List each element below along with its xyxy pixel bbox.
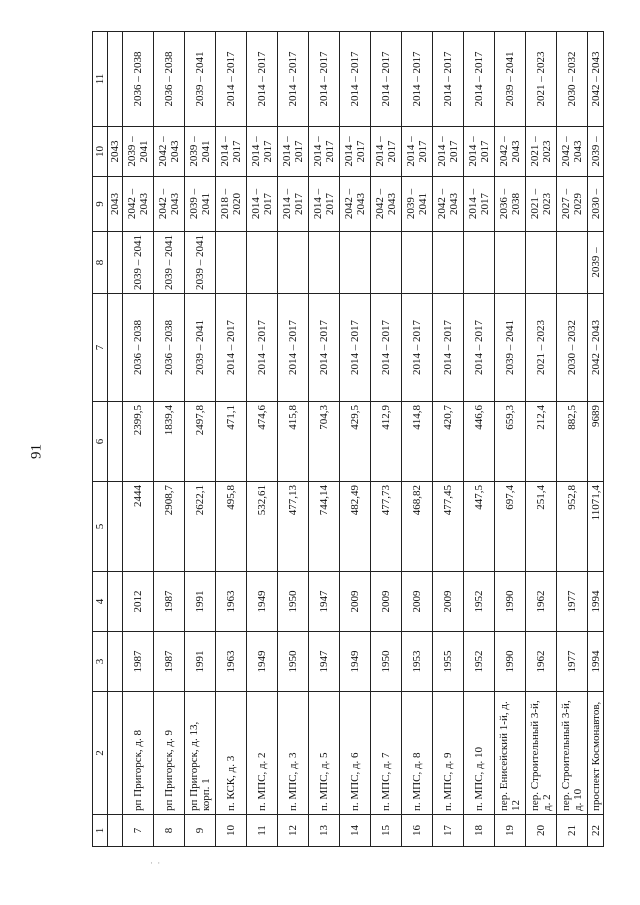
- table-cell: 2908,7: [154, 482, 185, 572]
- row-number-cell: 11: [247, 815, 278, 847]
- column-number-cell: 6: [93, 402, 108, 482]
- table-cell: 1949: [340, 632, 371, 692]
- row-number-cell: 7: [123, 815, 154, 847]
- address-cell: п. МПС, д. 2: [247, 692, 278, 815]
- table-cell: 2014 – 2017: [464, 127, 495, 177]
- table-cell: 659,3: [495, 402, 526, 482]
- table-cell: 2014 – 2017: [340, 294, 371, 402]
- continued-cell: [108, 294, 123, 402]
- table-cell: 2014 – 2017: [309, 32, 340, 127]
- table-cell: 2027 – 2029: [557, 177, 588, 232]
- address-cell: п. КСК, д. 3: [216, 692, 247, 815]
- row-number-cell: 9: [185, 815, 216, 847]
- table-cell: 2014 – 2017: [216, 294, 247, 402]
- table-cell: 2014 – 2017: [340, 32, 371, 127]
- table-cell: 2014 – 2017: [433, 32, 464, 127]
- table-cell: 2014 – 2017: [216, 127, 247, 177]
- table-cell: 1962: [526, 632, 557, 692]
- table-cell: 2014 – 2017: [278, 32, 309, 127]
- table-row: [123, 32, 154, 847]
- row-number-cell: 22: [588, 815, 604, 847]
- table-cell: 1952: [464, 632, 495, 692]
- column-number-row: [93, 32, 108, 847]
- row-number-cell: 14: [340, 815, 371, 847]
- column-number-cell: 8: [93, 232, 108, 294]
- table-cell: 2021 – 2023: [526, 32, 557, 127]
- table-cell: 2399,5: [123, 402, 154, 482]
- row-number-cell: 17: [433, 815, 464, 847]
- table-row: [526, 32, 557, 847]
- address-cell: рп Пригорск, д. 13, корп. 1: [185, 692, 216, 815]
- table-cell: 2030 – 2032: [557, 294, 588, 402]
- table-cell: 2014 – 2017: [371, 294, 402, 402]
- table-cell: 2014 – 2017: [278, 294, 309, 402]
- row-number-cell: 12: [278, 815, 309, 847]
- table-cell: 2009: [340, 572, 371, 632]
- address-cell: проспект Космонавтов,: [588, 692, 604, 815]
- table-cell: 1977: [557, 632, 588, 692]
- address-cell: п. МПС, д. 10: [464, 692, 495, 815]
- table-cell: 1949: [247, 632, 278, 692]
- table-cell: 2021 – 2023: [526, 294, 557, 402]
- table-cell: 2039 –: [588, 127, 604, 177]
- table-cell: 2014 – 2017: [402, 32, 433, 127]
- table-cell: 2039 – 2041: [123, 232, 154, 294]
- table-cell: 2039 – 2041: [185, 127, 216, 177]
- table-cell: 1994: [588, 572, 604, 632]
- table-cell: 2012: [123, 572, 154, 632]
- table-cell: 1977: [557, 572, 588, 632]
- table-cell: 2036 – 2038: [154, 32, 185, 127]
- row-number-cell: 21: [557, 815, 588, 847]
- table-cell: 2014 – 2017: [278, 177, 309, 232]
- table-row: [154, 32, 185, 847]
- table-cell: 2014 – 2017: [247, 294, 278, 402]
- table-cell: 2009: [402, 572, 433, 632]
- table-cell: 1947: [309, 632, 340, 692]
- table-cell: 429,5: [340, 402, 371, 482]
- table-cell: 2039 – 2041: [185, 177, 216, 232]
- table-cell: 1962: [526, 572, 557, 632]
- table-cell: [433, 232, 464, 294]
- table-cell: 2039 –: [588, 232, 604, 294]
- table-cell: 2014 – 2017: [309, 127, 340, 177]
- table-cell: 2014 – 2017: [278, 127, 309, 177]
- row-number-cell: 8: [154, 815, 185, 847]
- table-cell: 2039 – 2041: [185, 32, 216, 127]
- table-cell: 2042 – 2043: [154, 127, 185, 177]
- table-row: [464, 32, 495, 847]
- row-number-cell: 18: [464, 815, 495, 847]
- table-cell: 2014 – 2017: [340, 127, 371, 177]
- table-cell: 2497,8: [185, 402, 216, 482]
- table-cell: 11071,4: [588, 482, 604, 572]
- table-cell: 251,4: [526, 482, 557, 572]
- table-cell: 2039 – 2041: [495, 32, 526, 127]
- continued-cell: [108, 572, 123, 632]
- column-number-cell: 9: [93, 177, 108, 232]
- continued-row: [108, 32, 123, 847]
- table-cell: 532,61: [247, 482, 278, 572]
- row-number-cell: 16: [402, 815, 433, 847]
- column-number-cell: 2: [93, 692, 108, 815]
- table-cell: 2014 – 2017: [402, 294, 433, 402]
- table-cell: 2036 – 2038: [123, 32, 154, 127]
- table-cell: 2042 – 2043: [557, 127, 588, 177]
- table-cell: 474,6: [247, 402, 278, 482]
- table-cell: 1953: [402, 632, 433, 692]
- address-cell: п. МПС, д. 3: [278, 692, 309, 815]
- address-cell: рп Пригорск, д. 8: [123, 692, 154, 815]
- table-cell: 2042 – 2043: [340, 177, 371, 232]
- column-number-cell: 11: [93, 32, 108, 127]
- continued-cell: 2043: [108, 127, 123, 177]
- table-cell: 1950: [371, 632, 402, 692]
- table-cell: 1955: [433, 632, 464, 692]
- table-cell: 471,1: [216, 402, 247, 482]
- table-cell: [247, 232, 278, 294]
- table-row: [185, 32, 216, 847]
- continued-cell: [108, 32, 123, 127]
- table-cell: 415,8: [278, 402, 309, 482]
- table-cell: 446,6: [464, 402, 495, 482]
- table-cell: [495, 232, 526, 294]
- table-cell: 2021 – 2023: [526, 177, 557, 232]
- table-cell: 495,8: [216, 482, 247, 572]
- column-number-cell: 3: [93, 632, 108, 692]
- table-cell: 704,3: [309, 402, 340, 482]
- table-cell: 2444: [123, 482, 154, 572]
- table-cell: 2039 – 2041: [402, 177, 433, 232]
- table-row: [402, 32, 433, 847]
- table-cell: 212,4: [526, 402, 557, 482]
- table-cell: 2014 – 2017: [216, 32, 247, 127]
- table-cell: 1950: [278, 632, 309, 692]
- table-cell: [464, 232, 495, 294]
- row-number-cell: 19: [495, 815, 526, 847]
- address-cell: пер. Енисейский 1-й, д. 12: [495, 692, 526, 815]
- continued-cell: [108, 402, 123, 482]
- address-cell: п. МПС, д. 8: [402, 692, 433, 815]
- address-cell: рп Пригорск, д. 9: [154, 692, 185, 815]
- table-cell: 2036 – 2038: [123, 294, 154, 402]
- column-number-cell: 7: [93, 294, 108, 402]
- table-cell: 468,82: [402, 482, 433, 572]
- table-cell: [278, 232, 309, 294]
- table-cell: 2042 – 2043: [495, 127, 526, 177]
- continued-cell: [108, 632, 123, 692]
- table-cell: 952,8: [557, 482, 588, 572]
- continued-cell: [108, 815, 123, 847]
- table-cell: 447,5: [464, 482, 495, 572]
- row-number-cell: 10: [216, 815, 247, 847]
- table-row: [557, 32, 588, 847]
- page-number: 91: [28, 444, 45, 459]
- table-cell: 1952: [464, 572, 495, 632]
- address-cell: п. МПС, д. 9: [433, 692, 464, 815]
- table-cell: 2018 – 2020: [216, 177, 247, 232]
- column-number-cell: 1: [93, 815, 108, 847]
- table-cell: 2039 – 2041: [185, 232, 216, 294]
- continued-cell: [108, 232, 123, 294]
- table-cell: 2042 – 2043: [588, 32, 604, 127]
- table-row: [247, 32, 278, 847]
- table-cell: 2036 – 2038: [154, 294, 185, 402]
- table-cell: 482,49: [340, 482, 371, 572]
- table-cell: 1987: [154, 632, 185, 692]
- table-cell: 2014 – 2017: [371, 127, 402, 177]
- housing-repair-schedule-table: [92, 31, 604, 847]
- table-cell: 2042 – 2043: [123, 177, 154, 232]
- address-cell: пер. Строительный 3-й, д. 2: [526, 692, 557, 815]
- table-cell: 1839,4: [154, 402, 185, 482]
- table-cell: 2014 – 2017: [247, 177, 278, 232]
- table-cell: 2021 – 2023: [526, 127, 557, 177]
- column-number-cell: 10: [93, 127, 108, 177]
- table-cell: 2042 – 2043: [371, 177, 402, 232]
- table-cell: [526, 232, 557, 294]
- margin-mark: · ·: [150, 858, 162, 868]
- table-row: [278, 32, 309, 847]
- table-cell: 1947: [309, 572, 340, 632]
- table-cell: 2042 – 2043: [588, 294, 604, 402]
- table-cell: 2014 – 2017: [464, 294, 495, 402]
- table-row: [588, 32, 604, 847]
- table-cell: [402, 232, 433, 294]
- table-cell: 2042 – 2043: [154, 177, 185, 232]
- table-cell: 1990: [495, 572, 526, 632]
- table-cell: 2039 – 2041: [154, 232, 185, 294]
- continued-cell: [108, 692, 123, 815]
- table-cell: [557, 232, 588, 294]
- table-cell: 2036 – 2038: [495, 177, 526, 232]
- table-cell: 2009: [433, 572, 464, 632]
- row-number-cell: 13: [309, 815, 340, 847]
- table-cell: 2030 –: [588, 177, 604, 232]
- table-cell: 414,8: [402, 402, 433, 482]
- table-cell: [371, 232, 402, 294]
- table-cell: 412,9: [371, 402, 402, 482]
- table-cell: 477,73: [371, 482, 402, 572]
- column-number-cell: 4: [93, 572, 108, 632]
- table-cell: 744,14: [309, 482, 340, 572]
- table-cell: 2014 – 2017: [247, 32, 278, 127]
- table-cell: 2014 – 2017: [247, 127, 278, 177]
- table-cell: 2014 – 2017: [464, 32, 495, 127]
- row-number-cell: 20: [526, 815, 557, 847]
- table-cell: 477,13: [278, 482, 309, 572]
- table-cell: 1963: [216, 632, 247, 692]
- table-cell: 420,7: [433, 402, 464, 482]
- table-cell: 2039 – 2041: [495, 294, 526, 402]
- table-cell: 2014 – 2017: [433, 294, 464, 402]
- table-cell: 2014 – 2017: [433, 127, 464, 177]
- table-row: [340, 32, 371, 847]
- table-cell: 1987: [123, 632, 154, 692]
- table-container: [92, 32, 602, 847]
- table-cell: 2014 – 2017: [402, 127, 433, 177]
- table-cell: 1991: [185, 572, 216, 632]
- table-cell: 2042 – 2043: [433, 177, 464, 232]
- table-cell: [340, 232, 371, 294]
- table-cell: 1963: [216, 572, 247, 632]
- address-cell: п. МПС, д. 7: [371, 692, 402, 815]
- table-row: [371, 32, 402, 847]
- table-cell: 697,4: [495, 482, 526, 572]
- table-cell: 2039 – 2041: [185, 294, 216, 402]
- table-cell: 1990: [495, 632, 526, 692]
- table-cell: 2014 – 2017: [309, 177, 340, 232]
- row-number-cell: 15: [371, 815, 402, 847]
- table-cell: 1991: [185, 632, 216, 692]
- continued-cell: 2043: [108, 177, 123, 232]
- address-cell: пер. Строительный 3-й, д. 10: [557, 692, 588, 815]
- table-row: [309, 32, 340, 847]
- table-cell: 2014 – 2017: [309, 294, 340, 402]
- table-cell: 477,45: [433, 482, 464, 572]
- table-cell: 2030 – 2032: [557, 32, 588, 127]
- table-cell: 882,5: [557, 402, 588, 482]
- table-cell: 2622,1: [185, 482, 216, 572]
- table-row: [216, 32, 247, 847]
- table-row: [495, 32, 526, 847]
- table-cell: 1987: [154, 572, 185, 632]
- table-cell: 1950: [278, 572, 309, 632]
- column-number-cell: 5: [93, 482, 108, 572]
- table-cell: 1994: [588, 632, 604, 692]
- table-cell: 2009: [371, 572, 402, 632]
- address-cell: п. МПС, д. 5: [309, 692, 340, 815]
- table-cell: 9689: [588, 402, 604, 482]
- table-cell: 1949: [247, 572, 278, 632]
- table-row: [433, 32, 464, 847]
- table-cell: 2014 – 2017: [464, 177, 495, 232]
- table-cell: 2014 – 2017: [371, 32, 402, 127]
- address-cell: п. МПС, д. 6: [340, 692, 371, 815]
- table-cell: [309, 232, 340, 294]
- continued-cell: [108, 482, 123, 572]
- table-cell: [216, 232, 247, 294]
- table-cell: 2039 – 2041: [123, 127, 154, 177]
